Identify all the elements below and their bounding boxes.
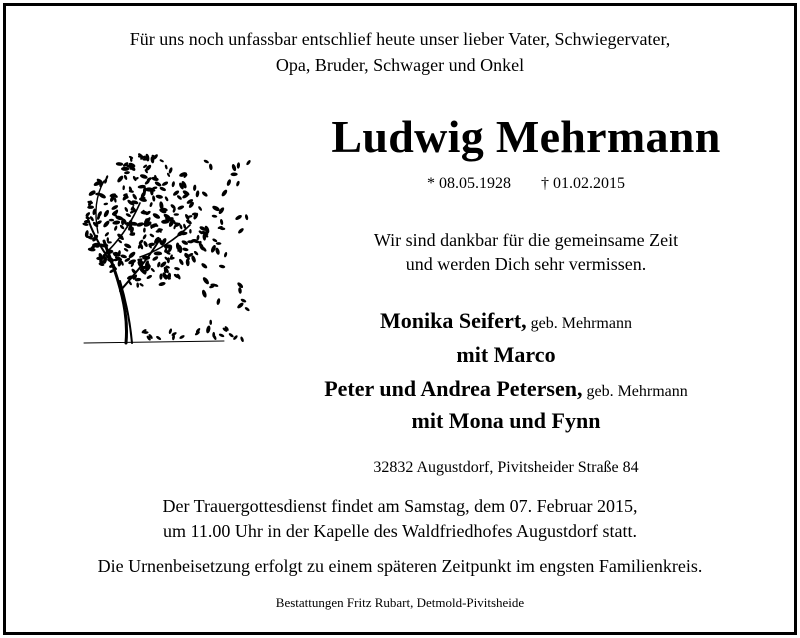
funeral-service-text	[6, 494, 794, 544]
obituary-notice	[3, 3, 797, 635]
intro-line-1: Für uns noch unfassbar entschlief heute unser lieber Vater, Schwiegervater,	[129, 29, 671, 49]
death-date: † 01.02.2015	[541, 175, 625, 192]
life-dates	[256, 173, 796, 195]
intro-text	[6, 26, 794, 78]
birth-date: * 08.05.1928	[427, 175, 511, 192]
family-member-name: mit Marco	[456, 342, 556, 367]
family-member-4	[226, 406, 786, 435]
service-line-1: Der Trauergottesdienst findet am Samstag, dem 07. Februar 2015,	[162, 496, 638, 516]
family-member-note: geb. Mehrmann	[582, 383, 688, 400]
family-member-3	[226, 374, 786, 406]
service-line-2: um 11.00 Uhr in der Kapelle des Waldfriedhofes Augustdorf statt.	[163, 521, 637, 541]
windblown-tree-icon	[74, 141, 254, 346]
family-member-1	[236, 306, 776, 338]
family-member-name: Peter und Andrea Petersen,	[324, 376, 583, 401]
thanks-line-1: Wir sind dankbar für die gemeinsame Zeit	[373, 230, 679, 250]
thanks-text	[256, 228, 796, 276]
deceased-name: Ludwig Mehrmann	[331, 111, 721, 162]
family-member-name: mit Mona und Fynn	[411, 408, 601, 433]
burial-text: Die Urnenbeisetzung erfolgt zu einem späteren Zeitpunkt im engsten Familienkreis.	[97, 556, 703, 576]
intro-line-2: Opa, Bruder, Schwager und Onkel	[275, 55, 525, 75]
family-member-note: geb. Mehrmann	[526, 315, 632, 332]
family-member-2	[236, 340, 776, 369]
thanks-line-2: und werden Dich sehr vermissen.	[405, 254, 647, 274]
family-member-name: Monika Seifert,	[380, 308, 527, 333]
undertaker-credit: Bestattungen Fritz Rubart, Detmold-Pivitsheide	[275, 595, 525, 610]
family-address: 32832 Augustdorf, Pivitsheider Straße 84	[373, 459, 639, 476]
